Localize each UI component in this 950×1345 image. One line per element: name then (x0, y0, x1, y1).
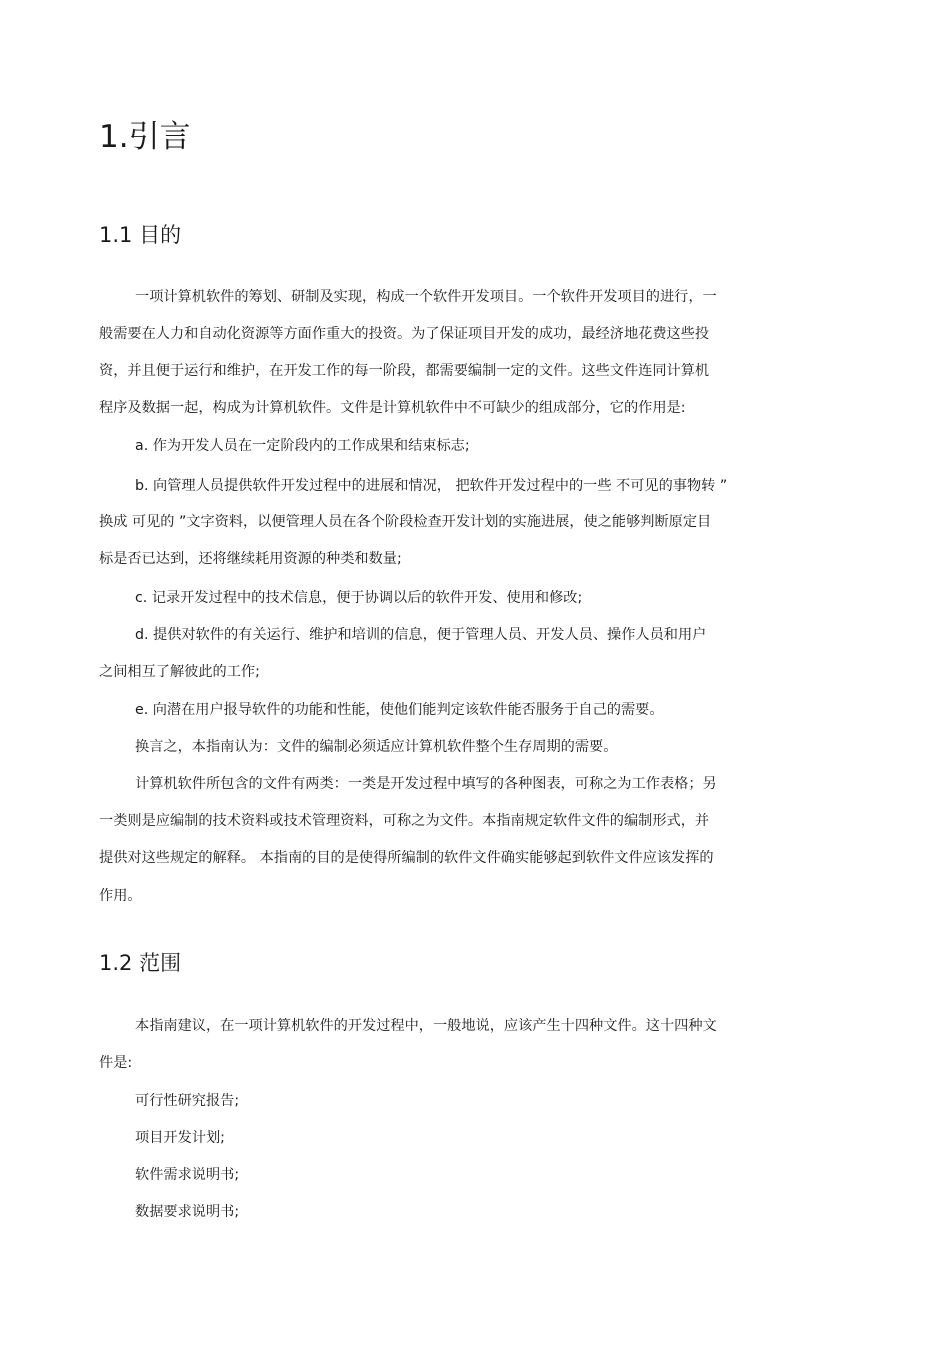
list-item-a: a. 作为开发人员在一定阶段内的工作成果和结束标志; (135, 438, 470, 454)
paragraph-line: 般需要在人力和自动化资源等方面作重大的投资。为了保证项目开发的成功，最经济地花费这些投 (99, 326, 710, 342)
list-item: 可行性研究报告; (135, 1093, 240, 1109)
paragraph-line: 换成 可见的 ”文字资料，以便管理人员在各个阶段检查开发计划的实施进展，使之能够判断原定目 (99, 514, 712, 530)
list-item-e: e. 向潜在用户报导软件的功能和性能，使他们能判定该软件能否服务于自己的需要。 (135, 702, 664, 718)
list-item: 项目开发计划; (135, 1130, 225, 1146)
paragraph-line: 计算机软件所包含的文件有两类：一类是开发过程中填写的各种图表，可称之为工作表格；另 (135, 776, 717, 792)
section-heading-purpose: 1.1 目的 (99, 223, 182, 247)
paragraph-line: 换言之，本指南认为：文件的编制必须适应计算机软件整个生存周期的需要。 (135, 739, 618, 755)
list-item-b: b. 向管理人员提供软件开发过程中的进展和情况， 把软件开发过程中的一些 不可见的事物转 ” (135, 478, 728, 494)
list-item-d: d. 提供对软件的有关运行、维护和培训的信息，便于管理人员、开发人员、操作人员和用户 (135, 627, 707, 643)
paragraph-line: 作用。 (99, 888, 142, 904)
list-item: 数据要求说明书; (135, 1204, 240, 1220)
section-heading-scope: 1.2 范围 (99, 951, 182, 975)
page-title: 1.引言 (99, 119, 191, 155)
paragraph-line: 件是: (99, 1055, 133, 1071)
paragraph-line: 本指南建议，在一项计算机软件的开发过程中，一般地说，应该产生十四种文件。这十四种文 (135, 1018, 717, 1034)
paragraph-line: 一类则是应编制的技术资料或技术管理资料，可称之为文件。本指南规定软件文件的编制形式，并 (99, 813, 710, 829)
paragraph-line: 提供对这些规定的解释。 本指南的目的是使得所编制的软件文件确实能够起到软件文件应该发挥的 (99, 850, 714, 866)
paragraph-line: 标是否已达到，还将继续耗用资源的种类和数量; (99, 551, 402, 567)
paragraph-line: 之间相互了解彼此的工作; (99, 664, 260, 680)
list-item-c: c. 记录开发过程中的技术信息，便于协调以后的软件开发、使用和修改; (135, 590, 583, 606)
list-item: 软件需求说明书; (135, 1167, 240, 1183)
paragraph-line: 资，并且便于运行和维护，在开发工作的每一阶段，都需要编制一定的文件。这些文件连同计算机 (99, 363, 710, 379)
paragraph-line: 程序及数据一起，构成为计算机软件。文件是计算机软件中不可缺少的组成部分，它的作用是: (99, 400, 686, 416)
paragraph-line: 一项计算机软件的筹划、研制及实现，构成一个软件开发项目。一个软件开发项目的进行，一 (135, 289, 717, 305)
